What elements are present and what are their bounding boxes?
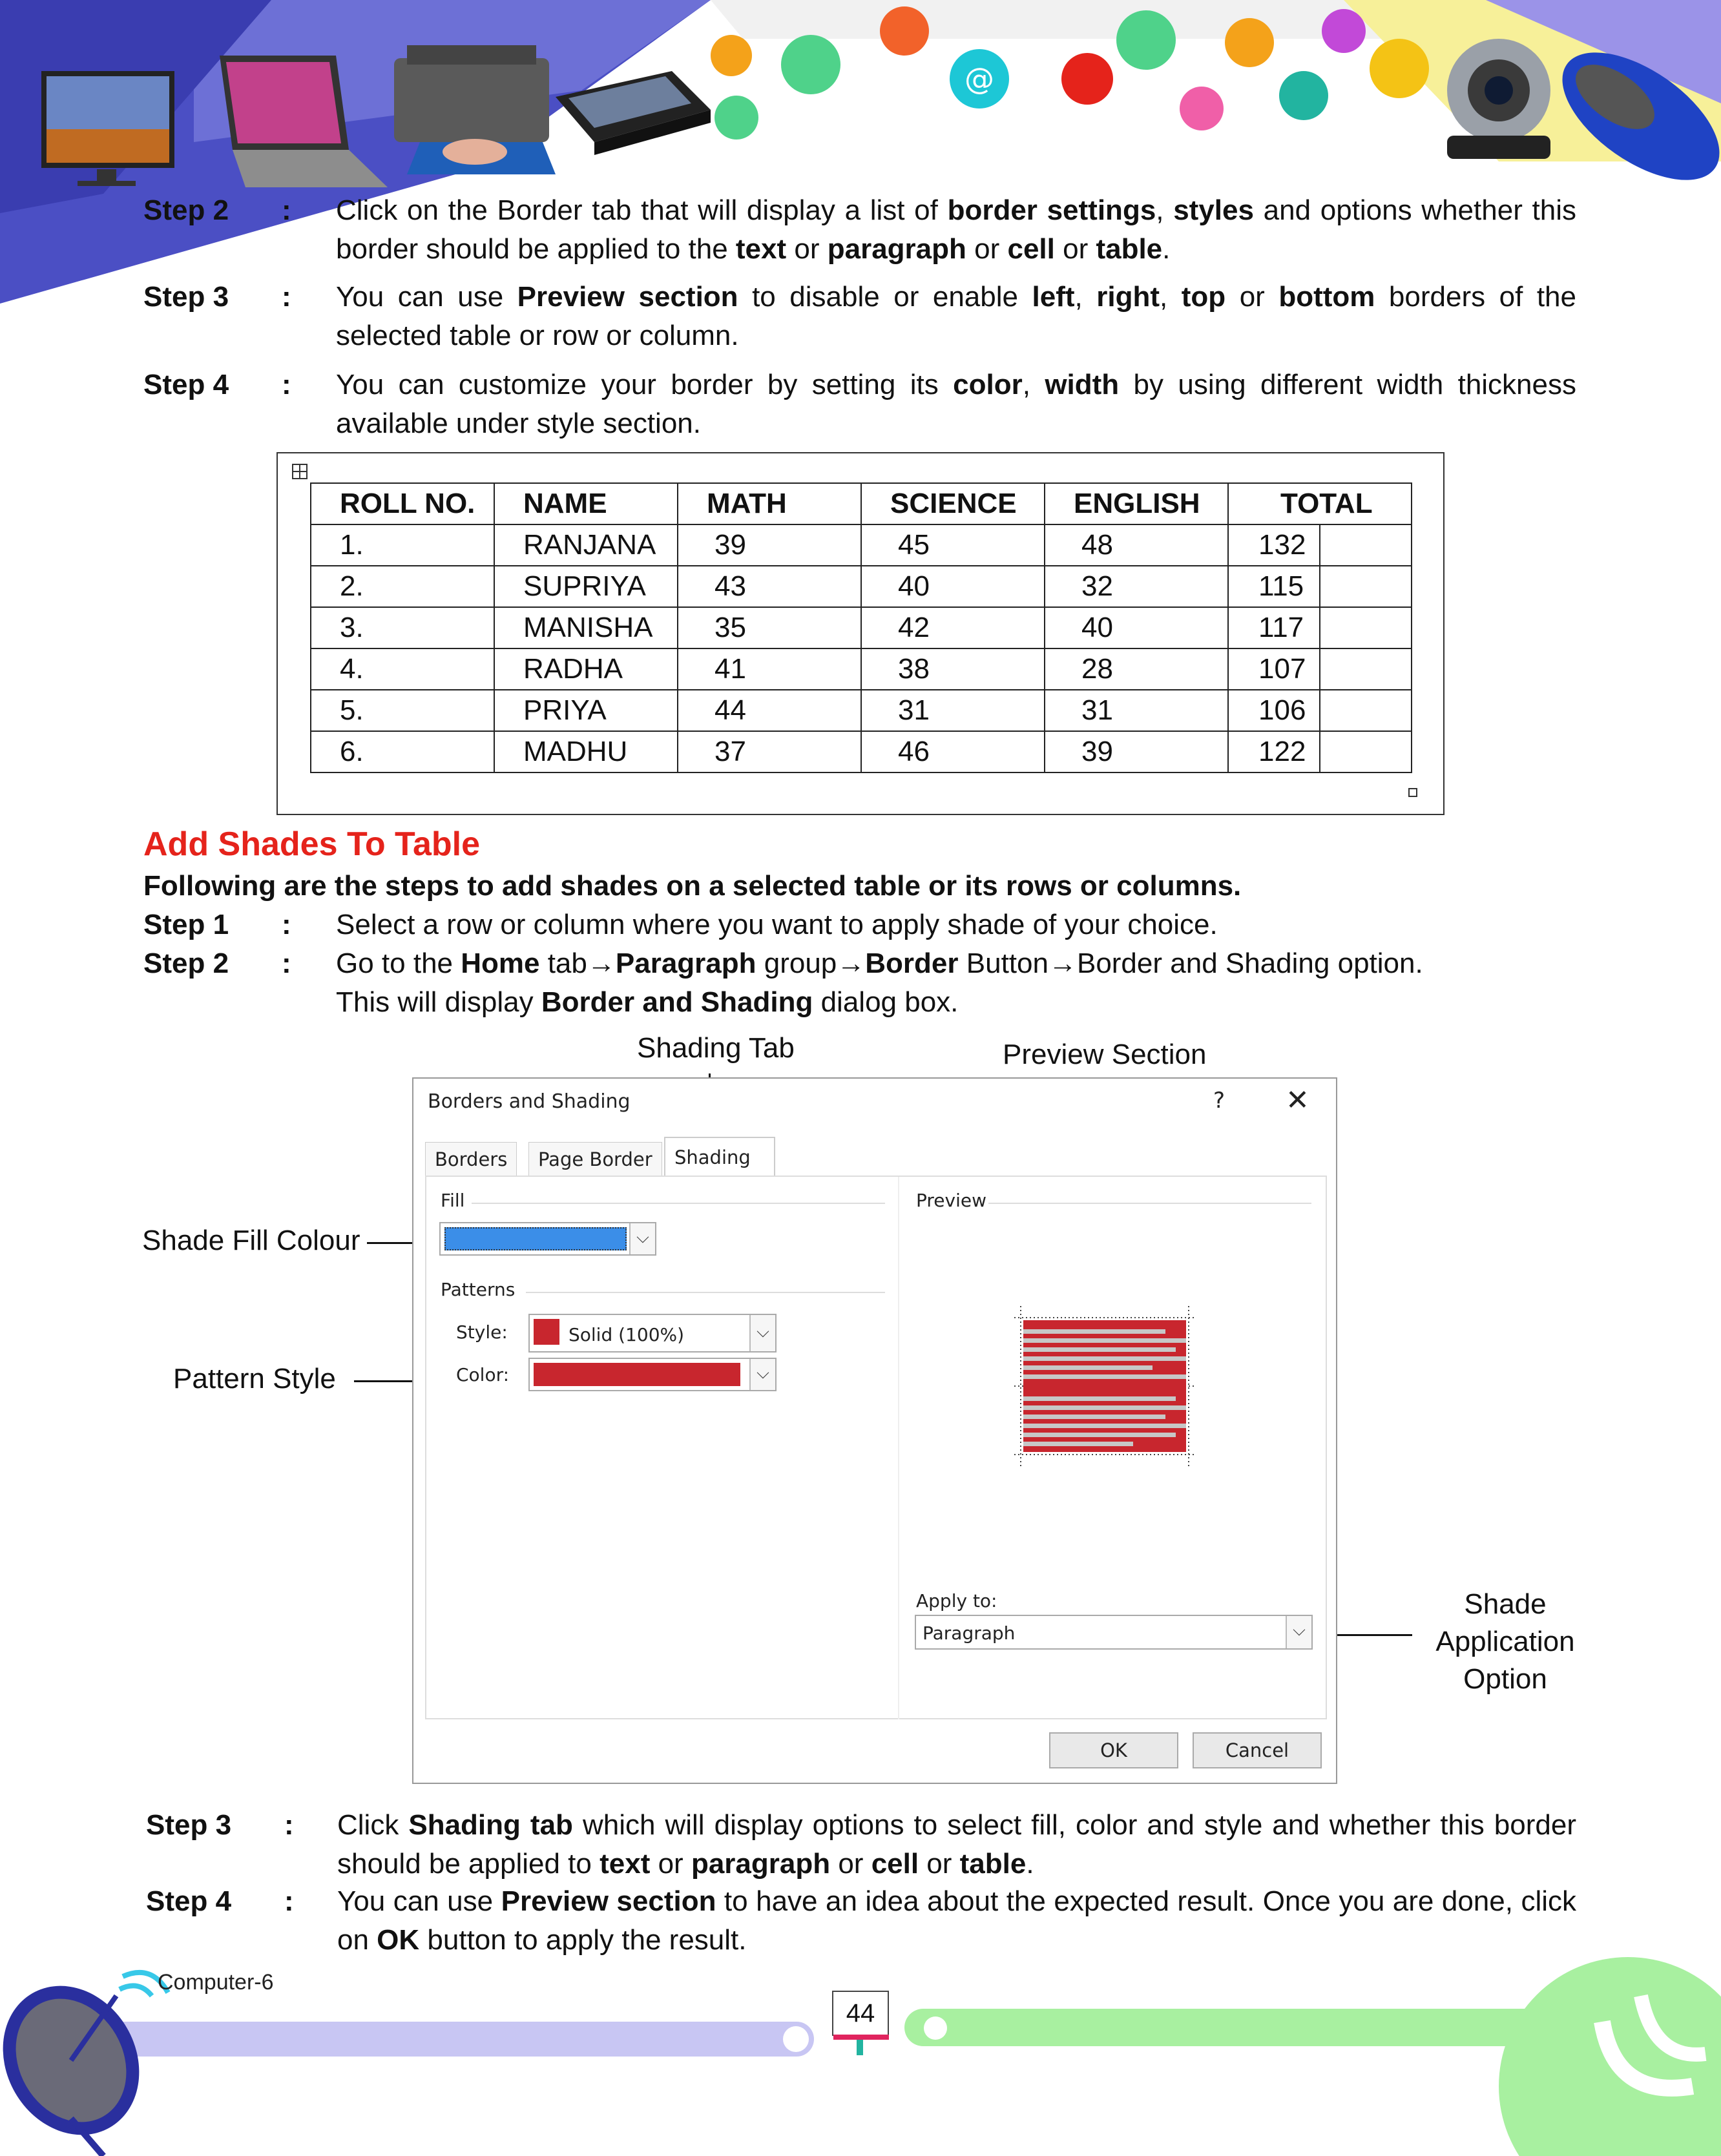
ok-button[interactable]: OK <box>1049 1732 1178 1768</box>
bars-round-icon <box>1279 71 1328 120</box>
step-text: You can use Preview section to have an idea about the expected result. Once you are done, click on OK button to apply the result. <box>337 1885 1576 1956</box>
globe-round-icon <box>781 35 840 94</box>
preview-section-annotation: Preview Section <box>1003 1039 1207 1070</box>
table-cell: 6. <box>311 731 494 772</box>
chevron-down-icon[interactable]: ⌵ <box>749 1359 775 1390</box>
table-cell: 44 <box>678 690 861 731</box>
table-cell: PRIYA <box>494 690 678 731</box>
table-cell: 32 <box>1045 566 1228 607</box>
table-cell: RANJANA <box>494 524 678 566</box>
borders-and-shading-dialog <box>412 1077 1337 1784</box>
table-cell: 43 <box>678 566 861 607</box>
step-colon: : <box>284 1809 294 1841</box>
style-value: Solid (100%) <box>568 1324 685 1345</box>
apply-to-dropdown[interactable] <box>915 1615 1313 1650</box>
table-cell: 38 <box>861 648 1045 690</box>
table-cell: 31 <box>861 690 1045 731</box>
step-colon: : <box>282 948 291 979</box>
shading-tab-panel <box>425 1176 1327 1719</box>
screen-round-icon <box>1370 39 1429 98</box>
table-cell: 117 <box>1228 607 1412 648</box>
shading-tab-annotation: Shading Tab <box>637 1032 795 1064</box>
step-colon: : <box>282 194 291 226</box>
style-label: Style: <box>456 1322 508 1343</box>
cell-split-line <box>1319 525 1320 565</box>
settings-round-icon <box>1061 53 1113 105</box>
table-cell: 42 <box>861 607 1045 648</box>
pattern-style-dropdown[interactable] <box>528 1314 777 1353</box>
table-header-cell: NAME <box>494 483 678 524</box>
table-row <box>311 690 1412 731</box>
table-cell: 39 <box>1045 731 1228 772</box>
gamepad-round-icon <box>1180 87 1224 130</box>
table-row <box>311 731 1412 772</box>
cell-split-line <box>1319 608 1320 648</box>
table-cell: 31 <box>1045 690 1228 731</box>
table-cell: 115 <box>1228 566 1412 607</box>
step-text: Click Shading tab which will display options to select fill, color and style and whether this border should be applied to text or paragraph or cell or table. <box>337 1809 1576 1880</box>
step-text-cont: This will display Border and Shading dialog box. <box>336 986 959 1018</box>
fill-color-dropdown[interactable] <box>439 1222 656 1256</box>
table-cell: 40 <box>861 566 1045 607</box>
chevron-down-icon[interactable]: ⌵ <box>629 1223 655 1254</box>
table-cell: 37 <box>678 731 861 772</box>
folder-round-icon <box>1322 9 1366 53</box>
cell-split-line <box>1319 732 1320 772</box>
divider <box>526 1292 885 1293</box>
step-text: Select a row or column where you want to apply shade of your choice. <box>336 909 1218 940</box>
cell-split-line <box>1319 649 1320 689</box>
mouse-round-icon <box>711 35 752 76</box>
table-resize-handle-icon[interactable] <box>1408 788 1417 797</box>
pattern-color-dropdown[interactable] <box>528 1358 777 1391</box>
fill-group-label: Fill <box>441 1190 465 1211</box>
table-cell: MANISHA <box>494 607 678 648</box>
chevron-down-icon[interactable]: ⌵ <box>1286 1616 1311 1648</box>
table-cell: 1. <box>311 524 494 566</box>
table-row <box>311 524 1412 566</box>
table-cell: 45 <box>861 524 1045 566</box>
step-text: Go to the Home tab→Paragraph group→Border Button→Border and Shading option. <box>336 948 1423 979</box>
cell-split-line <box>1319 566 1320 606</box>
apply-to-value: Paragraph <box>923 1622 1016 1644</box>
annotation-line: Shade <box>1464 1588 1547 1620</box>
page-number: 44 <box>832 1991 889 2036</box>
style-swatch <box>534 1319 559 1345</box>
tab-label: Page Border <box>538 1148 652 1170</box>
step-label: Step 2 <box>143 948 229 979</box>
table-row <box>311 648 1412 690</box>
marks-table <box>310 482 1412 773</box>
apply-to-label: Apply to: <box>916 1590 997 1612</box>
table-header-cell: TOTAL <box>1228 483 1412 524</box>
preview-graphic <box>1001 1300 1208 1474</box>
step-colon: : <box>282 909 291 940</box>
step-colon: : <box>284 1885 294 1917</box>
step-label: Step 4 <box>146 1885 232 1917</box>
svg-text:@: @ <box>965 61 994 96</box>
table-cell: SUPRIYA <box>494 566 678 607</box>
divider <box>472 1203 885 1204</box>
color-label: Color: <box>456 1364 510 1385</box>
annotation-line: Option <box>1463 1663 1547 1695</box>
table-cell: 41 <box>678 648 861 690</box>
webcam-icon <box>1447 39 1550 159</box>
chevron-down-icon[interactable]: ⌵ <box>749 1315 775 1351</box>
table-cell: 40 <box>1045 607 1228 648</box>
step-colon: : <box>282 369 291 400</box>
pattern-color-swatch <box>534 1363 740 1386</box>
step-label: Step 4 <box>143 369 229 400</box>
satellite-dish-icon <box>0 1961 168 2156</box>
mouse2-round-icon <box>1225 18 1274 67</box>
step-label: Step 3 <box>143 281 229 313</box>
section-title: Add Shades To Table <box>143 825 481 863</box>
tab-label: Shading <box>674 1146 751 1168</box>
table-cell: 107 <box>1228 648 1412 690</box>
table-header-cell: ENGLISH <box>1045 483 1228 524</box>
table-cell: 122 <box>1228 731 1412 772</box>
step-text: You can use Preview section to disable or enable left, right, top or bottom borders of the selected table or row or column. <box>336 281 1576 351</box>
table-header-cell: MATH <box>678 483 861 524</box>
table-row <box>311 566 1412 607</box>
upload-round-icon <box>880 6 929 56</box>
divider <box>988 1203 1311 1204</box>
shade-fill-annotation: Shade Fill Colour <box>142 1225 360 1256</box>
step-label: Step 1 <box>143 909 229 940</box>
table-move-handle-icon[interactable] <box>292 464 308 479</box>
cell-split-line <box>1319 690 1320 731</box>
step-text: Click on the Border tab that will display a list of border settings, styles and options whether this border should be applied to the text or paragraph or cell or table. <box>336 194 1576 265</box>
cancel-button[interactable]: Cancel <box>1193 1732 1322 1768</box>
network-round-icon <box>1116 10 1176 70</box>
table-cell: 39 <box>678 524 861 566</box>
table-cell: 46 <box>861 731 1045 772</box>
table-cell: 4. <box>311 648 494 690</box>
close-icon[interactable]: ✕ <box>1286 1084 1309 1117</box>
divider <box>898 1177 899 1719</box>
printer-icon <box>394 45 556 174</box>
pattern-style-annotation: Pattern Style <box>173 1363 336 1394</box>
book-name: Computer-6 <box>158 1970 274 1995</box>
table-row <box>311 607 1412 648</box>
table-cell: 5. <box>311 690 494 731</box>
annotation-line: Application <box>1435 1626 1575 1657</box>
help-button[interactable]: ? <box>1213 1088 1226 1114</box>
shade-application-annotation <box>1434 1586 1576 1698</box>
table-cell: 106 <box>1228 690 1412 731</box>
fill-color-swatch <box>444 1227 627 1250</box>
dialog-title: Borders and Shading <box>428 1090 631 1113</box>
table-header-cell: SCIENCE <box>861 483 1045 524</box>
page-stand <box>833 2035 889 2040</box>
section-intro: Following are the steps to add shades on a selected table or its rows or columns. <box>143 870 1242 902</box>
step-label: Step 3 <box>146 1809 232 1841</box>
page-stand-leg <box>857 2040 863 2055</box>
table-cell: 132 <box>1228 524 1412 566</box>
tab-page-border[interactable] <box>528 1142 662 1176</box>
table-header-row <box>311 483 1412 524</box>
chart-round-icon <box>714 96 758 140</box>
table-cell: 3. <box>311 607 494 648</box>
table-cell: RADHA <box>494 648 678 690</box>
table-cell: 48 <box>1045 524 1228 566</box>
step-label: Step 2 <box>143 194 229 226</box>
preview-label: Preview <box>916 1190 986 1211</box>
table-cell: 2. <box>311 566 494 607</box>
patterns-group-label: Patterns <box>441 1279 516 1300</box>
table-cell: MADHU <box>494 731 678 772</box>
table-cell: 28 <box>1045 648 1228 690</box>
step-colon: : <box>282 281 291 313</box>
tab-shading[interactable] <box>664 1137 775 1177</box>
tab-borders[interactable] <box>425 1142 517 1176</box>
table-cell: 35 <box>678 607 861 648</box>
table-header-cell: ROLL NO. <box>311 483 494 524</box>
step-text: You can customize your border by setting its color, width by using different width thickness available under style section. <box>336 369 1577 439</box>
tab-label: Borders <box>435 1148 508 1170</box>
